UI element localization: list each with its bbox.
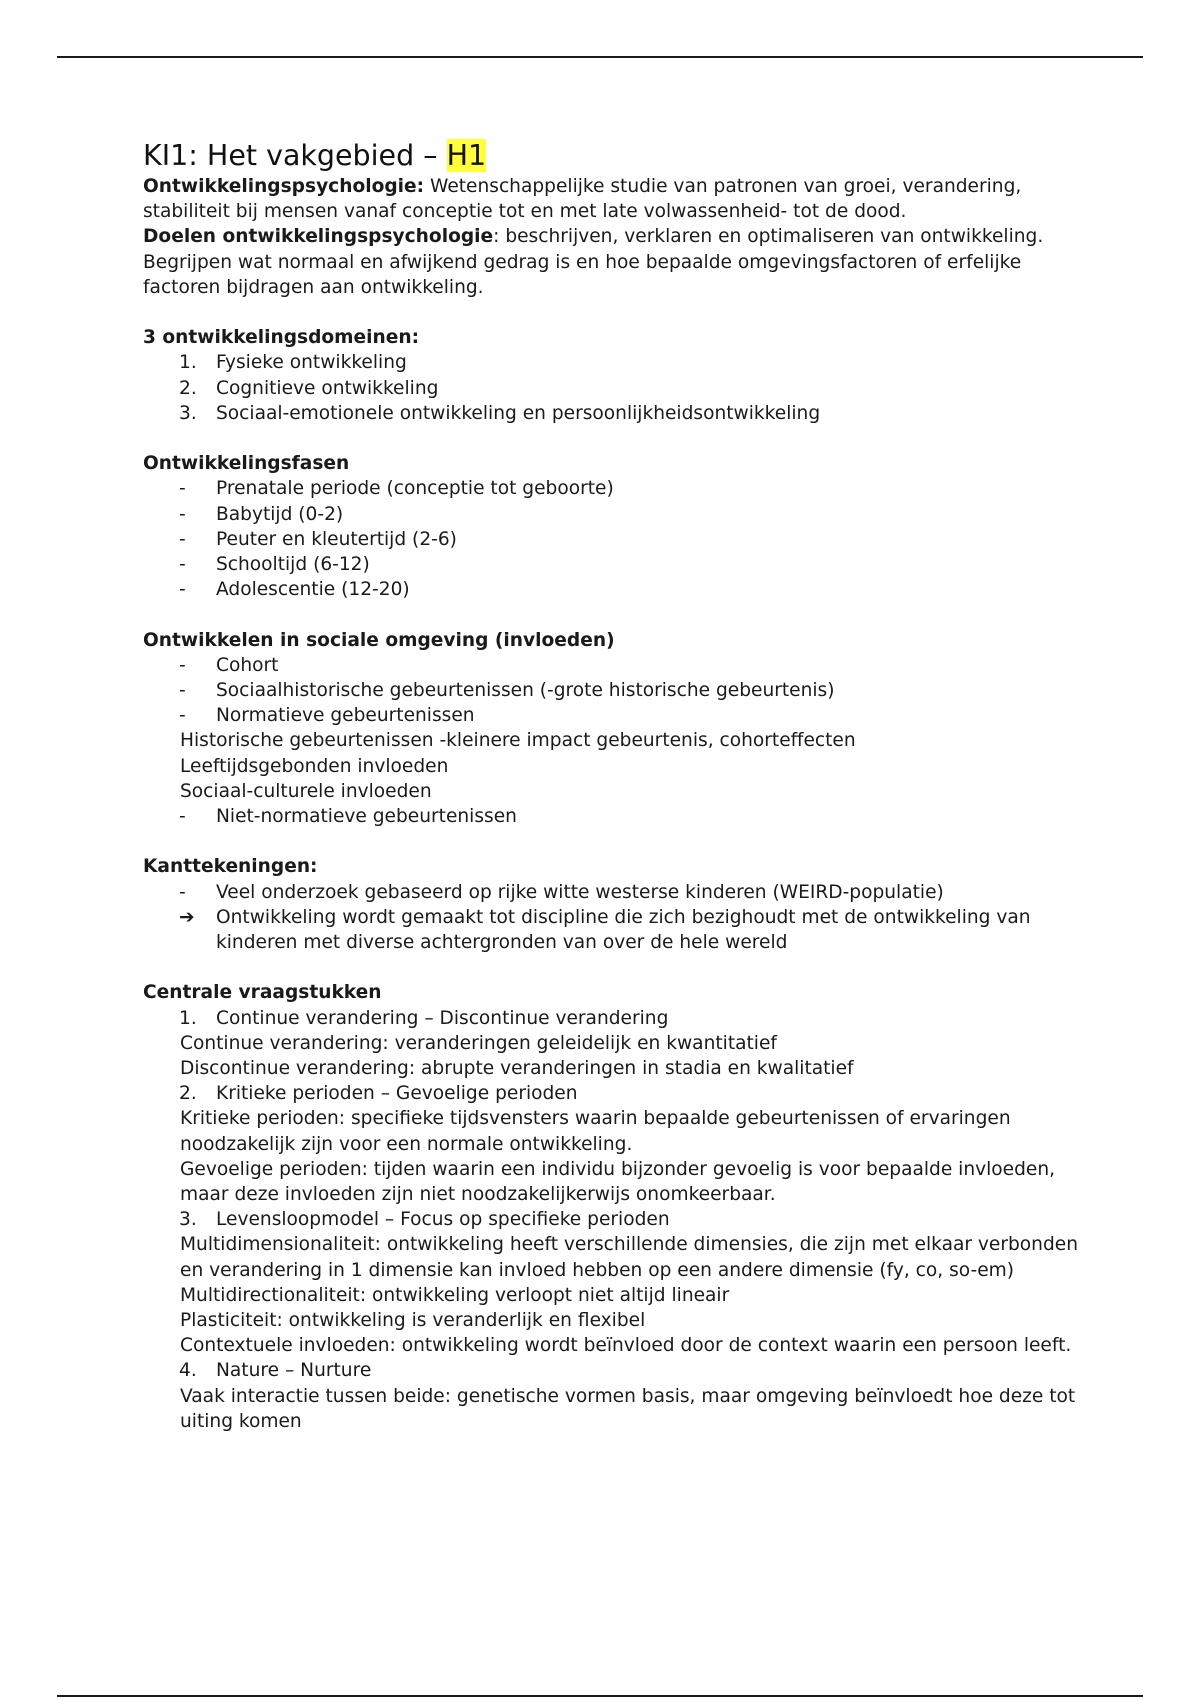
question-text: Nature – Nurture — [216, 1360, 372, 1382]
spacer — [143, 955, 1083, 980]
list-item — [143, 804, 1083, 829]
section-heading-social — [143, 628, 1083, 653]
list-item-text: Ontwikkeling wordt gemaakt tot discipline die zich bezighoudt met de ontwikkeling van kinderen met diverse achtergronden van over de hele wereld — [216, 906, 1031, 954]
list-item — [143, 880, 1083, 905]
section-heading-central — [143, 980, 1083, 1005]
indented-line: Continue verandering: veranderingen geleidelijk en kwantitatief — [180, 1032, 777, 1054]
list-marker: 1. — [179, 352, 197, 374]
caveats-list — [143, 880, 1083, 956]
domains-heading-text: 3 ontwikkelingsdomeinen: — [143, 327, 420, 349]
list-item — [143, 476, 1083, 501]
list-marker: - — [179, 881, 186, 903]
indented-line: Discontinue verandering: abrupte veranderingen in stadia en kwalitatief — [180, 1058, 854, 1080]
social-heading-text: Ontwikkelen in sociale omgeving (invloeden) — [143, 629, 615, 651]
social-list-continued — [143, 804, 1083, 829]
list-item-text: Adolescentie (12-20) — [216, 579, 410, 601]
question-item — [143, 1081, 1083, 1106]
list-item — [143, 376, 1083, 401]
list-item — [143, 703, 1083, 728]
list-item-text: Sociaalhistorische gebeurtenissen (-grote historische gebeurtenis) — [216, 680, 835, 702]
indented-line: Plasticiteit: ontwikkeling is veranderlijk en flexibel — [180, 1310, 646, 1332]
indented-line: Gevoelige perioden: tijden waarin een individu bijzonder gevoelig is voor bepaalde invloeden, maar deze invloeden zijn niet noodzakelijkerwijs onomkeerbaar. — [180, 1158, 1056, 1206]
list-item-text: Babytijd (0-2) — [216, 503, 344, 525]
list-item — [143, 401, 1083, 426]
list-item — [143, 502, 1083, 527]
caveats-heading-text: Kanttekeningen: — [143, 856, 318, 878]
question-text: Levensloopmodel – Focus op specifieke perioden — [216, 1209, 670, 1231]
header-rule — [57, 56, 1143, 58]
question-text: Continue verandering – Discontinue verandering — [216, 1007, 669, 1029]
list-item — [143, 552, 1083, 577]
indented-line: Leeftijdsgebonden invloeden — [180, 755, 449, 777]
spacer — [143, 300, 1083, 325]
list-item-text: Peuter en kleutertijd (2-6) — [216, 528, 457, 550]
list-item — [143, 527, 1083, 552]
title-text: KI1: Het vakgebied – — [143, 139, 447, 172]
list-item — [143, 350, 1083, 375]
indented-line: Contextuele invloeden: ontwikkeling wordt beïnvloed door de context waarin een persoon leeft. — [180, 1335, 1072, 1357]
question-text: Kritieke perioden – Gevoelige perioden — [216, 1083, 578, 1105]
document-body — [143, 138, 1083, 1434]
list-marker: 4. — [179, 1360, 197, 1382]
definition-term: Ontwikkelingspsychologie: — [143, 176, 425, 197]
list-marker: 3. — [179, 1209, 197, 1231]
spacer — [143, 829, 1083, 854]
list-item-text: Fysieke ontwikkeling — [216, 352, 407, 374]
indented-line: Sociaal-culturele invloeden — [180, 780, 432, 802]
central-heading-text: Centrale vraagstukken — [143, 982, 382, 1004]
list-marker: - — [179, 528, 186, 550]
list-item-text: Schooltijd (6-12) — [216, 554, 370, 576]
question-item — [143, 1358, 1083, 1383]
list-marker: - — [179, 654, 186, 676]
list-item-text: Normatieve gebeurtenissen — [216, 705, 475, 727]
arrow-icon: ➔ — [179, 906, 195, 928]
list-marker: 2. — [179, 377, 197, 399]
list-item-text: Cognitieve ontwikkeling — [216, 377, 439, 399]
indented-line: Vaak interactie tussen beide: genetische vormen basis, maar omgeving beïnvloedt hoe deze tot uiting komen — [180, 1385, 1076, 1432]
section-heading-caveats — [143, 854, 1083, 879]
goals-body: : beschrijven, verklaren en optimaliseren van ontwikkeling. Begrijpen wat normaal en afwijkend gedrag is en hoe bepaalde omgevingsfactoren of erfelijke factoren bijdragen aan ontwikkeling. — [143, 226, 1044, 298]
list-marker: 3. — [179, 402, 197, 424]
list-item — [143, 678, 1083, 703]
list-item — [143, 653, 1083, 678]
question-item — [143, 1006, 1083, 1031]
goals-paragraph — [143, 224, 1083, 300]
indented-line: Multidimensionaliteit: ontwikkeling heeft verschillende dimensies, die zijn met elkaar verbonden en verandering in 1 dimensie kan invloed hebben op een andere dimensie (fy, co, so-em) — [180, 1234, 1078, 1281]
list-marker: - — [179, 554, 186, 576]
indented-line: Kritieke perioden: specifieke tijdsvensters waarin bepaalde gebeurtenissen of ervaringen noodzakelijk zijn voor een normale ontwikkeling. — [180, 1108, 1011, 1155]
spacer — [143, 602, 1083, 627]
title-highlight: H1 — [446, 139, 487, 172]
list-marker: 1. — [179, 1007, 197, 1029]
social-list — [143, 653, 1083, 729]
page-title — [143, 138, 1083, 174]
section-heading-domains — [143, 325, 1083, 350]
goals-term: Doelen ontwikkelingspsychologie — [143, 226, 494, 248]
list-marker: - — [179, 806, 186, 828]
list-marker: - — [179, 579, 186, 601]
list-marker: - — [179, 503, 186, 525]
list-item-text: Cohort — [216, 654, 279, 676]
question-item — [143, 1207, 1083, 1232]
list-marker: - — [179, 680, 186, 702]
list-item-text: Veel onderzoek gebaseerd op rijke witte westerse kinderen (WEIRD-populatie) — [216, 881, 944, 903]
footer-rule — [57, 1695, 1143, 1697]
section-heading-phases — [143, 451, 1083, 476]
list-item-text: Sociaal-emotionele ontwikkeling en persoonlijkheidsontwikkeling — [216, 402, 821, 424]
indented-line: Historische gebeurtenissen -kleinere impact gebeurtenis, cohorteffecten — [180, 730, 856, 752]
phases-heading-text: Ontwikkelingsfasen — [143, 453, 350, 475]
definition-body: Wetenschappelijke studie van patronen van groei, verandering, stabiliteit bij mensen vanaf conceptie tot en met late volwassenheid- tot de dood. — [143, 176, 1022, 223]
list-marker: 2. — [179, 1083, 197, 1105]
list-marker: - — [179, 478, 186, 500]
phases-list — [143, 476, 1083, 602]
list-item — [143, 577, 1083, 602]
definition-paragraph — [143, 174, 1083, 224]
spacer — [143, 426, 1083, 451]
list-item-text: Prenatale periode (conceptie tot geboorte) — [216, 478, 614, 500]
indented-line: Multidirectionaliteit: ontwikkeling verloopt niet altijd lineair — [180, 1284, 730, 1306]
list-item — [143, 905, 1083, 955]
domains-list — [143, 350, 1083, 426]
list-item-text: Niet-normatieve gebeurtenissen — [216, 806, 517, 828]
list-marker: - — [179, 705, 186, 727]
